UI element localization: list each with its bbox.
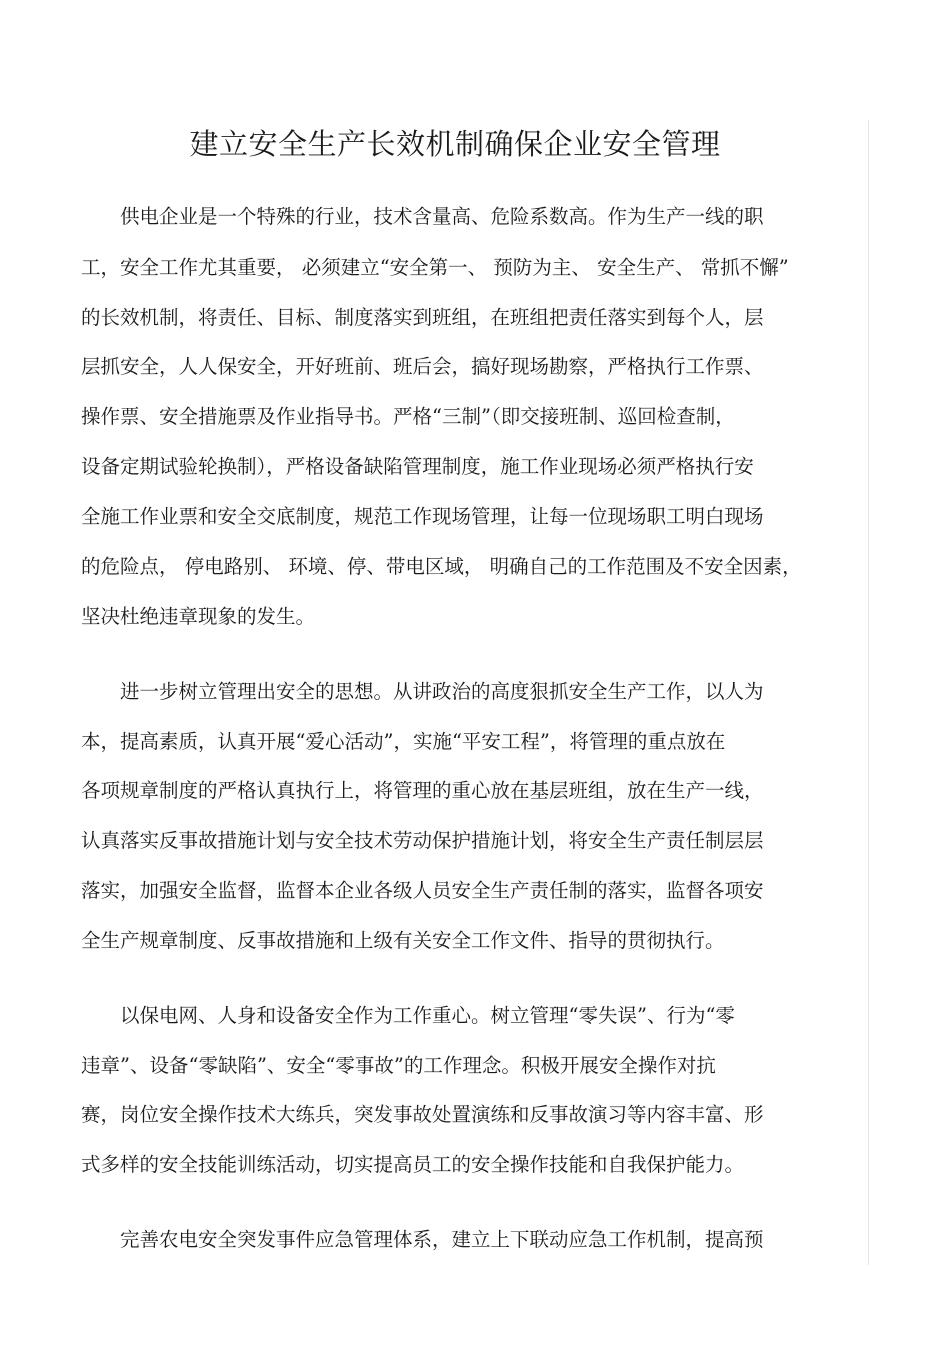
paragraph-line: 的危险点， 停电路别、 环境、停、带电区域， 明确自己的工作范围及不安全因素， [81, 555, 802, 578]
paragraph-line: 设备定期试验轮换制），严格设备缺陷管理制度，施工作业现场必须严格执行安 [81, 455, 754, 478]
paragraph-line: 以保电网、人身和设备安全作为工作重心。树立管理“零失误”、行为“零 [120, 1004, 735, 1027]
paragraph-line: 全生产规章制度、反事故措施和上级有关安全工作文件、指导的贯彻执行。 [81, 929, 725, 952]
paragraph-line: 各项规章制度的严格认真执行上，将管理的重心放在基层班组，放在生产一线， [81, 779, 764, 802]
paragraph-line: 认真落实反事故措施计划与安全技术劳动保护措施计划，将安全生产责任制层层 [81, 829, 764, 852]
paragraph-line: 坚决杜绝违章现象的发生。 [81, 605, 316, 628]
paragraph-line: 供电企业是一个特殊的行业，技术含量高、危险系数高。作为生产一线的职 [120, 205, 764, 228]
paragraph-line: 的长效机制，将责任、目标、制度落实到班组，在班组把责任落实到每个人，层 [81, 306, 764, 329]
paragraph-line: 工，安全工作尤其重要， 必须建立“安全第一、 预防为主、 安全生产、 常抓不懈” [81, 256, 789, 279]
paragraph-line: 完善农电安全突发事件应急管理体系，建立上下联动应急工作机制，提高预 [120, 1228, 764, 1251]
paragraph-line: 赛，岗位安全操作技术大练兵，突发事故处置演练和反事故演习等内容丰富、形 [81, 1103, 764, 1126]
paragraph-line: 层抓安全，人人保安全，开好班前、班后会，搞好现场勘察，严格执行工作票、 [81, 355, 764, 378]
paragraph-line: 本，提高素质，认真开展“爱心活动”，实施“平安工程”，将管理的重点放在 [81, 730, 726, 753]
document-title: 建立安全生产长效机制确保企业安全管理 [189, 127, 721, 161]
page-edge-divider [868, 120, 869, 1265]
paragraph-line: 进一步树立管理出安全的思想。从讲政治的高度狠抓安全生产工作，以人为 [120, 680, 764, 703]
paragraph-line: 操作票、安全措施票及作业指导书。严格“三制”（即交接班制、巡回检查制， [81, 405, 735, 428]
paragraph-line: 违章”、设备“零缺陷”、安全“零事故”的工作理念。积极开展安全操作对抗 [81, 1054, 716, 1077]
paragraph-line: 式多样的安全技能训练活动，切实提高员工的安全操作技能和自我保护能力。 [81, 1153, 745, 1176]
paragraph-line: 全施工作业票和安全交底制度，规范工作现场管理，让每一位现场职工明白现场 [81, 505, 764, 528]
paragraph-line: 落实，加强安全监督，监督本企业各级人员安全生产责任制的落实，监督各项安 [81, 879, 764, 902]
